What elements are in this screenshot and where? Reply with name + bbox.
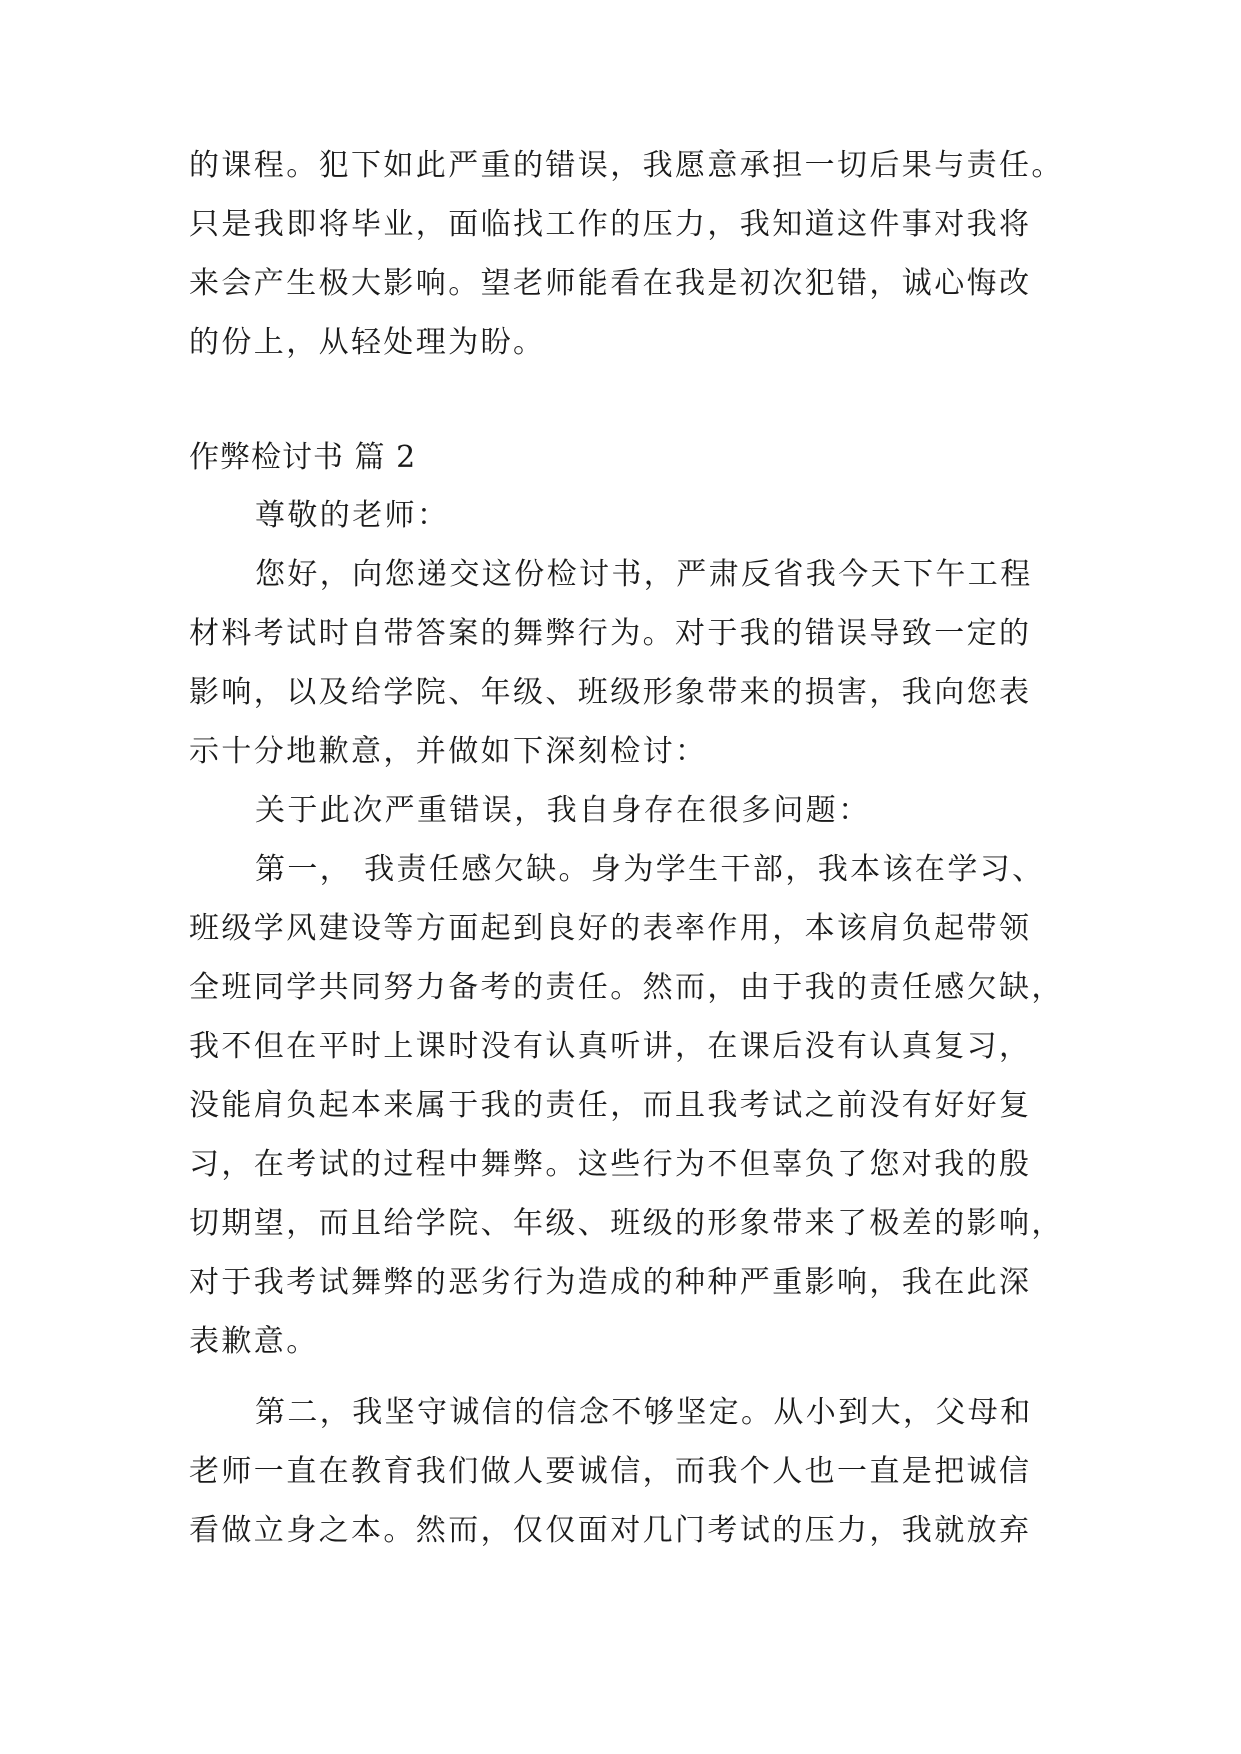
text-line: 对于我考试舞弊的恶劣行为造成的种种严重影响，我在此深	[189, 1265, 1032, 1300]
text-line: 全班同学共同努力备考的责任。然而，由于我的责任感欠缺，	[189, 970, 1064, 1005]
salutation: 尊敬的老师：	[255, 498, 450, 533]
text-line: 习，在考试的过程中舞弊。这些行为不但辜负了您对我的殷	[189, 1147, 1032, 1182]
text-line: 您好，向您递交这份检讨书，严肃反省我今天下午工程	[255, 557, 1033, 592]
text-line: 影响，以及给学院、年级、班级形象带来的损害，我向您表	[189, 675, 1032, 710]
text-line: 关于此次严重错误，我自身存在很多问题：	[255, 793, 871, 828]
text-line: 来会产生极大影响。望老师能看在我是初次犯错，诚心悔改	[189, 266, 1032, 301]
text-line: 班级学风建设等方面起到良好的表率作用，本该肩负起带领	[189, 911, 1032, 946]
text-line: 示十分地歉意，并做如下深刻检讨：	[189, 734, 708, 769]
text-line: 第一， 我责任感欠缺。身为学生干部，我本该在学习、	[255, 852, 1045, 887]
text-line: 我不但在平时上课时没有认真听讲，在课后没有认真复习，	[189, 1029, 1032, 1064]
text-line: 表歉意。	[189, 1324, 319, 1359]
text-line: 切期望，而且给学院、年级、班级的形象带来了极差的影响，	[189, 1206, 1064, 1241]
text-line: 的课程。犯下如此严重的错误，我愿意承担一切后果与责任。	[189, 148, 1064, 183]
text-line: 没能肩负起本来属于我的责任，而且我考试之前没有好好复	[189, 1088, 1032, 1123]
text-line: 第二，我坚守诚信的信念不够坚定。从小到大，父母和	[255, 1395, 1033, 1430]
text-line: 材料考试时自带答案的舞弊行为。对于我的错误导致一定的	[189, 616, 1032, 651]
text-line: 看做立身之本。然而，仅仅面对几门考试的压力，我就放弃	[189, 1513, 1032, 1548]
text-line: 的份上，从轻处理为盼。	[189, 325, 546, 360]
section-heading: 作弊检讨书 篇 2	[189, 440, 417, 475]
text-line: 老师一直在教育我们做人要诚信，而我个人也一直是把诚信	[189, 1454, 1032, 1489]
text-line: 只是我即将毕业，面临找工作的压力，我知道这件事对我将	[189, 207, 1032, 242]
